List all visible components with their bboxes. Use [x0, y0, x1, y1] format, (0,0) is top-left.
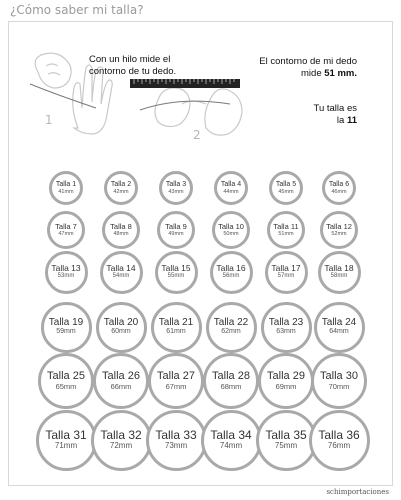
ring-size-mm: 76mm	[327, 440, 351, 450]
ring-size-circle	[159, 171, 193, 205]
ring-size-label: Talla 9	[165, 222, 187, 232]
ring-size-circle	[320, 211, 358, 249]
ring-size-label: Talla 10	[218, 222, 244, 232]
ring-size-mm: 66mm	[110, 381, 132, 391]
ring-size-label: Talla 36	[318, 428, 360, 443]
ring-size-label: Talla 2	[110, 181, 132, 189]
ring-size-mm: 60mm	[111, 328, 131, 336]
result-value: 11	[346, 115, 357, 126]
ring-size-label: Talla 31	[45, 428, 87, 443]
result-line1: Tu talla es	[313, 103, 357, 114]
ring-size-mm: 46mm	[331, 188, 347, 195]
ring-size-label: Talla 5	[275, 181, 297, 189]
ring-size-mm: 69mm	[275, 381, 297, 391]
ring-size-mm: 48mm	[113, 230, 129, 237]
ring-size-mm: 41mm	[58, 188, 74, 195]
ring-size-circle	[102, 211, 140, 249]
ring-size-label: Talla 34	[210, 428, 252, 443]
measure-line1: El contorno de mi dedo	[259, 56, 357, 67]
ring-size-circle	[261, 302, 312, 353]
ring-size-label: Talla 26	[102, 370, 140, 383]
ring-size-mm: 73mm	[164, 440, 188, 450]
ring-size-circle	[100, 251, 143, 294]
ring-size-label: Talla 17	[271, 263, 301, 274]
ring-size-circle	[155, 251, 198, 294]
ring-size-label: Talla 20	[103, 316, 139, 328]
ring-size-circle	[258, 353, 314, 409]
ring-size-label: Talla 4	[220, 181, 242, 189]
ring-size-mm: 42mm	[113, 188, 129, 195]
ring-size-circle	[96, 302, 147, 353]
ring-size-mm: 71mm	[54, 440, 78, 450]
ring-size-circle	[41, 302, 92, 353]
step-number-2: 2	[193, 128, 201, 142]
ring-size-circle	[91, 410, 152, 471]
ring-size-mm: 51mm	[278, 230, 294, 237]
ring-size-label: Talla 33	[155, 428, 197, 443]
ring-size-circle	[269, 171, 303, 205]
ring-size-label: Talla 15	[161, 263, 191, 274]
ring-size-circle	[203, 353, 259, 409]
ring-size-circle	[148, 353, 204, 409]
ring-size-circle	[104, 171, 138, 205]
ring-size-circle	[146, 410, 207, 471]
brand-watermark: schimportaciones	[326, 488, 389, 496]
ring-size-circle	[214, 171, 248, 205]
ring-size-circle	[265, 251, 308, 294]
ring-size-mm: 74mm	[219, 440, 243, 450]
ring-size-circle	[93, 353, 149, 409]
page-title: ¿Cómo saber mi talla?	[10, 3, 144, 17]
measurement-text	[258, 56, 357, 80]
ring-size-circle	[206, 302, 257, 353]
ring-size-circle	[201, 410, 262, 471]
ring-size-mm: 45mm	[278, 188, 294, 195]
ring-size-label: Talla 7	[55, 222, 77, 232]
step1-line1: Con un hilo mide el	[89, 54, 171, 65]
ring-size-mm: 50mm	[223, 230, 239, 237]
result-line2-prefix: la	[336, 115, 347, 126]
ring-size-mm: 75mm	[274, 440, 298, 450]
ring-size-mm: 53mm	[57, 273, 75, 280]
ring-size-label: Talla 29	[267, 370, 305, 383]
ring-size-mm: 67mm	[165, 381, 187, 391]
ring-size-label: Talla 22	[213, 316, 249, 328]
ring-size-label: Talla 11	[273, 222, 299, 232]
ruler-icon	[130, 79, 240, 88]
ring-size-circle	[309, 410, 370, 471]
ring-size-mm: 64mm	[329, 328, 349, 336]
ring-size-mm: 58mm	[330, 273, 348, 280]
ring-size-circle	[314, 302, 365, 353]
ring-size-label: Talla 28	[212, 370, 250, 383]
ring-size-circle	[311, 353, 367, 409]
ring-size-circle	[212, 211, 250, 249]
ring-size-label: Talla 27	[157, 370, 195, 383]
step1-line2: contorno de tu dedo.	[89, 66, 177, 77]
ring-size-circle	[318, 251, 361, 294]
ring-size-label: Talla 3	[165, 181, 187, 189]
ring-size-mm: 68mm	[220, 381, 242, 391]
ring-size-mm: 44mm	[223, 188, 239, 195]
ring-size-circle	[267, 211, 305, 249]
ring-size-label: Talla 30	[320, 370, 358, 383]
ring-size-mm: 65mm	[55, 381, 77, 391]
ring-size-circle	[256, 410, 317, 471]
ring-size-label: Talla 13	[51, 263, 81, 274]
ring-size-label: Talla 8	[110, 222, 132, 232]
result-text	[300, 103, 357, 127]
ring-size-label: Talla 6	[328, 181, 350, 189]
ring-size-circle	[36, 410, 97, 471]
step-number-1: 1	[45, 113, 53, 127]
ring-size-label: Talla 19	[48, 316, 84, 328]
ring-size-label: Talla 35	[265, 428, 307, 443]
ring-size-mm: 47mm	[58, 230, 74, 237]
ring-size-mm: 54mm	[112, 273, 130, 280]
ring-size-label: Talla 18	[324, 263, 354, 274]
ring-size-mm: 59mm	[56, 328, 76, 336]
ring-size-circle	[38, 353, 94, 409]
ring-size-circle	[322, 171, 356, 205]
ring-size-label: Talla 21	[158, 316, 194, 328]
ring-size-circle	[157, 211, 195, 249]
ring-size-label: Talla 23	[268, 316, 304, 328]
ring-size-label: Talla 12	[326, 222, 352, 232]
ring-size-mm: 57mm	[277, 273, 295, 280]
ring-size-mm: 62mm	[221, 328, 241, 336]
ring-size-mm: 63mm	[276, 328, 296, 336]
measure-line2-prefix: mide	[301, 68, 325, 79]
ring-size-mm: 49mm	[168, 230, 184, 237]
ring-size-mm: 56mm	[222, 273, 240, 280]
ring-size-circle	[49, 171, 83, 205]
ring-size-label: Talla 16	[216, 263, 246, 274]
ring-size-circle	[210, 251, 253, 294]
ring-size-label: Talla 32	[100, 428, 142, 443]
step1-instruction	[89, 54, 176, 78]
ring-size-mm: 61mm	[166, 328, 186, 336]
ring-size-label: Talla 24	[321, 316, 357, 328]
ring-size-label: Talla 14	[106, 263, 136, 274]
ring-size-mm: 70mm	[328, 381, 350, 391]
ring-size-mm: 55mm	[167, 273, 185, 280]
ring-size-mm: 43mm	[168, 188, 184, 195]
ring-size-circle	[151, 302, 202, 353]
ring-size-mm: 52mm	[331, 230, 347, 237]
ring-size-label: Talla 1	[55, 181, 77, 189]
ring-size-label: Talla 25	[47, 370, 85, 383]
ring-size-circle	[47, 211, 85, 249]
measure-value: 51 mm.	[324, 68, 357, 79]
ring-size-mm: 72mm	[109, 440, 133, 450]
ring-size-circle	[45, 251, 88, 294]
